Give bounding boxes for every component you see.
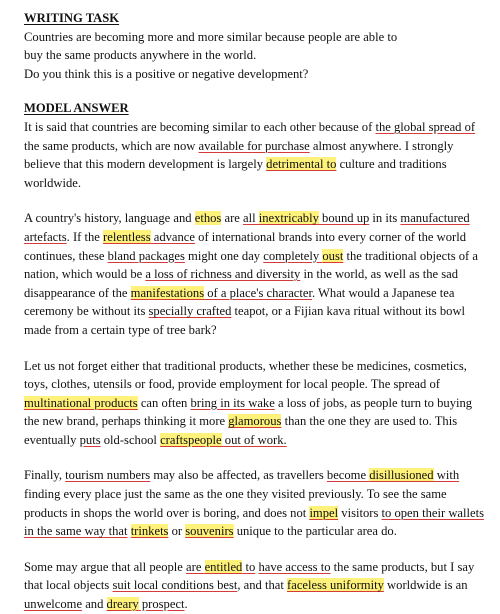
answer-line [24, 302, 484, 321]
highlighted-underlined-phrase: dreary [106, 597, 139, 612]
underlined-phrase: completely [263, 248, 323, 263]
paragraph-spacer [24, 449, 484, 466]
underlined-phrase: advance [150, 229, 195, 244]
text-run: . [184, 597, 188, 612]
text-run: might one day [184, 248, 264, 263]
highlighted-underlined-phrase: multinational products [24, 395, 138, 410]
underlined-phrase: unwelcome [24, 597, 83, 612]
underlined-phrase: are [186, 559, 205, 574]
answer-line [24, 284, 484, 303]
text-run: A country's history, language and [24, 211, 195, 226]
answer-line [24, 466, 484, 485]
answer-line [24, 357, 484, 376]
underlined-phrase: bound up [318, 211, 370, 226]
text-run: and [82, 597, 107, 612]
text-run: the new brand, perhaps thinking it more [24, 414, 229, 429]
underlined-phrase: artefacts [24, 229, 67, 244]
text-run: ceremony be without its [24, 304, 149, 319]
text-run: disappearance of the [24, 285, 131, 300]
answer-line [24, 595, 484, 614]
text-run: made from a certain type of tree bark? [24, 322, 217, 337]
underlined-phrase: prospect [138, 597, 185, 612]
model-answer-heading: MODEL ANSWER [24, 101, 129, 116]
underlined-phrase: all [243, 211, 259, 226]
underlined-phrase: a loss of richness and diversity [145, 267, 301, 282]
text-run: unique to the particular area do. [233, 524, 397, 539]
underlined-phrase: become [326, 468, 370, 483]
text-run: , and that [237, 578, 288, 593]
underlined-phrase: in the same way that [24, 524, 128, 539]
underlined-phrase: with [433, 468, 460, 483]
highlighted-underlined-phrase: trinkets [130, 524, 169, 539]
underlined-phrase: of a place's character [204, 285, 312, 300]
text-run: visitors [338, 505, 382, 520]
answer-line [24, 412, 484, 431]
answer-paragraph [24, 209, 484, 339]
underlined-phrase: specially crafted [148, 304, 232, 319]
answer-line [24, 576, 484, 595]
text-run: toys, clothes, utensils or food, provide employment for local people. The spread of [24, 377, 440, 392]
answer-line [24, 485, 484, 504]
answer-paragraph [24, 357, 484, 450]
underlined-phrase: bring in its wake [190, 395, 275, 410]
text-run: almost anywhere. I strongly [309, 138, 454, 153]
writing-task-prompt [24, 28, 484, 84]
underlined-phrase: manufactured [400, 211, 470, 226]
text-run: culture and traditions [336, 157, 447, 172]
highlighted-underlined-phrase: inextricably [258, 211, 319, 226]
answer-line [24, 558, 484, 577]
answer-line [24, 118, 484, 137]
answer-line [24, 174, 484, 193]
paragraph-spacer [24, 192, 484, 209]
model-answer-body [24, 118, 484, 614]
text-run: than the one they are used to. This [281, 414, 458, 429]
answer-line [24, 228, 484, 247]
underlined-phrase: tourism numbers [65, 468, 151, 483]
underlined-phrase: suit local conditions best [112, 578, 238, 593]
underlined-phrase: to [242, 559, 256, 574]
text-run: . What would a Japanese tea [311, 285, 455, 300]
underlined-phrase: puts [79, 432, 101, 447]
highlighted-underlined-phrase: entitled [204, 559, 243, 574]
writing-task-line: Do you think this is a positive or negative development? [24, 66, 309, 81]
text-run: in the world, as well as the sad [300, 267, 459, 282]
answer-line [24, 209, 484, 228]
underlined-phrase: the global spread of [375, 119, 476, 134]
answer-line [24, 247, 484, 266]
writing-task-line: buy the same products anywhere in the world. [24, 48, 257, 63]
text-run: worldwide. [24, 175, 82, 190]
text-run: a loss of jobs, as people turn to buying [274, 395, 473, 410]
text-run: worldwide is an [383, 578, 468, 593]
text-run: or [168, 524, 186, 539]
text-run: the same products, but I say [330, 559, 475, 574]
answer-paragraph [24, 118, 484, 192]
underlined-phrase: available for purchase [198, 138, 310, 153]
answer-line [24, 431, 484, 450]
section-spacer [24, 83, 484, 99]
answer-line [24, 375, 484, 394]
underlined-phrase: to open their wallets [381, 505, 484, 520]
text-run: old-school [100, 432, 161, 447]
paragraph-spacer [24, 541, 484, 558]
text-run: Some may argue that all people [24, 559, 187, 574]
answer-line [24, 155, 484, 174]
writing-task-heading: WRITING TASK [24, 11, 120, 25]
underlined-phrase: have access to [258, 559, 331, 574]
text-run: Let us not forget either that traditional products, whether these be medicines, cosmetics, [24, 358, 467, 373]
writing-task-line: Countries are becoming more and more similar because people are able to [24, 29, 398, 44]
highlighted-underlined-phrase: craftspeople [160, 432, 222, 447]
answer-line [24, 265, 484, 284]
underlined-phrase: bland packages [107, 248, 185, 263]
highlighted-underlined-phrase: detrimental to [266, 157, 337, 172]
highlighted-underlined-phrase: relentless [103, 229, 151, 244]
document [24, 9, 484, 614]
highlighted-underlined-phrase: glamorous [228, 414, 282, 429]
answer-paragraph [24, 466, 484, 540]
text-run: continues, these [24, 248, 108, 263]
answer-line [24, 394, 484, 413]
underlined-phrase: out of work. [221, 432, 287, 447]
text-run: . If the [66, 229, 104, 244]
paragraph-spacer [24, 340, 484, 357]
answer-line [24, 504, 484, 523]
text-run: believe that this modern development is largely [24, 157, 267, 172]
text-run: products in shops the world over is boring, and does not [24, 505, 310, 520]
text-run: can often [137, 395, 191, 410]
answer-line [24, 137, 484, 156]
highlighted-underlined-phrase: disillusioned [369, 468, 434, 483]
answer-line [24, 321, 484, 340]
highlighted-underlined-phrase: manifestations [130, 285, 205, 300]
answer-paragraph [24, 558, 484, 614]
text-run: may also be affected, as travellers [150, 468, 327, 483]
highlighted-underlined-phrase: faceless uniformity [287, 578, 384, 593]
text-run: the traditional objects of a [343, 248, 478, 263]
answer-line [24, 522, 484, 541]
highlighted-underlined-phrase: souvenirs [185, 524, 234, 539]
text-run: that local objects [24, 578, 113, 593]
text-run: finding every place just the same as the one they visited previously. To see the same [24, 487, 447, 502]
text-run: teapot, or a Fijian kava ritual without its bowl [231, 304, 466, 319]
text-run: of international brands into every corner of the world [195, 229, 467, 244]
highlighted-underlined-phrase: impel [309, 505, 339, 520]
text-run: the same products, which are now [24, 138, 199, 153]
text-run: eventually [24, 432, 80, 447]
highlighted-phrase: ethos [194, 211, 222, 226]
text-run: Finally, [24, 468, 66, 483]
text-run: It is said that countries are becoming similar to each other because of [24, 119, 376, 134]
text-run: are [221, 211, 243, 226]
highlighted-underlined-phrase: oust [322, 248, 344, 263]
text-run: in its [369, 211, 401, 226]
text-run: nation, which would be [24, 267, 146, 282]
